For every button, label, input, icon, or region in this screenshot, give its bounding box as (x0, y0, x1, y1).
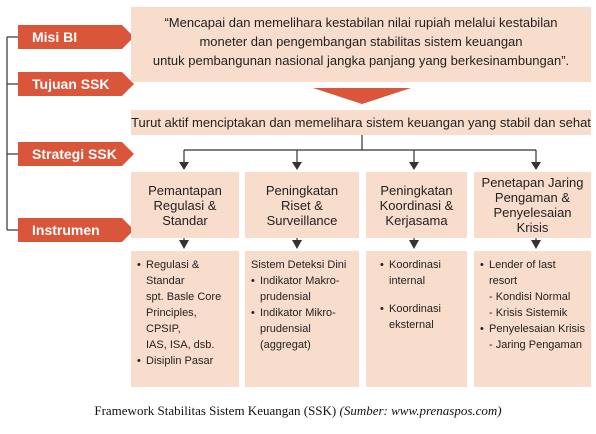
list-item: • Lender of last resort (480, 257, 585, 289)
list-item: • Indikator Mikro- (251, 305, 353, 321)
down-arrow (313, 88, 411, 104)
list-item: - Kondisi Normal (489, 291, 571, 303)
mission-statement-box (131, 7, 591, 82)
head-line: Penyelesaian Krisis (493, 205, 572, 235)
strategy-box (131, 110, 591, 135)
label-tujuan-ssk: Tujuan SSK (18, 72, 122, 96)
head-line: Surveillance (266, 212, 338, 228)
list-item: • Disiplin Pasar (137, 353, 233, 369)
head-line: Peningkatan (265, 182, 339, 198)
list-item: (aggregat) (260, 339, 311, 351)
list-item: - Jaring Pengaman (489, 339, 582, 351)
list-item: prudensial (260, 291, 311, 303)
head-line: Peningkatan (380, 182, 453, 198)
list-item: • Regulasi & Standar (137, 257, 233, 289)
list-item: • Indikator Makro- (251, 273, 353, 289)
head-line: Pemantapan (148, 182, 222, 198)
head-line: Regulasi & (153, 197, 217, 213)
column-body-jaring-pengaman (474, 251, 591, 387)
list-item: • Koordinasi (380, 301, 461, 317)
item-list (380, 257, 461, 333)
mission-line-2: moneter dan pengembangan stabilitas sistem keuangan (199, 34, 523, 49)
list-item: prudensial (260, 323, 311, 335)
caption-source: (Sumber: www.prenaspos.com) (339, 403, 502, 418)
list-item: internal (389, 275, 426, 287)
item-list (480, 257, 585, 353)
head-line: Standar (162, 212, 208, 228)
head-line: Koordinasi & (379, 197, 454, 213)
column-body-regulasi (131, 251, 239, 387)
column-head-riset (245, 172, 359, 238)
item-list (137, 257, 233, 369)
head-line: Penetapan Jaring (481, 175, 584, 190)
head-line: Riset & (281, 197, 323, 213)
column-head-regulasi (131, 172, 239, 238)
caption-main: Framework Stabilitas Sistem Keuangan (SSK) (94, 403, 337, 418)
head-line: Kerjasama (385, 212, 448, 228)
column-head-koordinasi (366, 172, 467, 238)
list-item: • Koordinasi (380, 257, 461, 273)
list-item: IAS, ISA, dsb. (146, 339, 215, 351)
strategy-text: Turut aktif menciptakan dan memelihara sistem keuangan yang stabil dan sehat (131, 115, 591, 130)
list-item: - Krisis Sistemik (489, 307, 568, 319)
item-list (251, 257, 353, 353)
list-item: Principles, CPSIP, (146, 307, 197, 335)
label-strategi-ssk: Strategi SSK (18, 142, 122, 166)
mission-line-3: untuk pembangunan nasional jangka panjang yang berkesinambungan”. (152, 53, 570, 68)
column-body-koordinasi (366, 251, 467, 387)
label-instrumen: Instrumen (18, 218, 122, 242)
mission-line-1: “Mencapai dan memelihara kestabilan nilai rupiah melalui kestabilan (164, 15, 558, 30)
list-item: eksternal (389, 319, 434, 331)
list-item: Sistem Deteksi Dini (251, 259, 347, 271)
column-head-jaring-pengaman (474, 172, 591, 238)
list-item (380, 289, 461, 301)
head-line: Pengaman & (494, 190, 571, 205)
list-item: spt. Basle Core (146, 291, 222, 303)
figure-caption (0, 403, 596, 419)
list-item: • Penyelesaian Krisis (480, 321, 585, 337)
label-misi-bi: Misi BI (18, 25, 122, 49)
column-body-riset (245, 251, 359, 387)
